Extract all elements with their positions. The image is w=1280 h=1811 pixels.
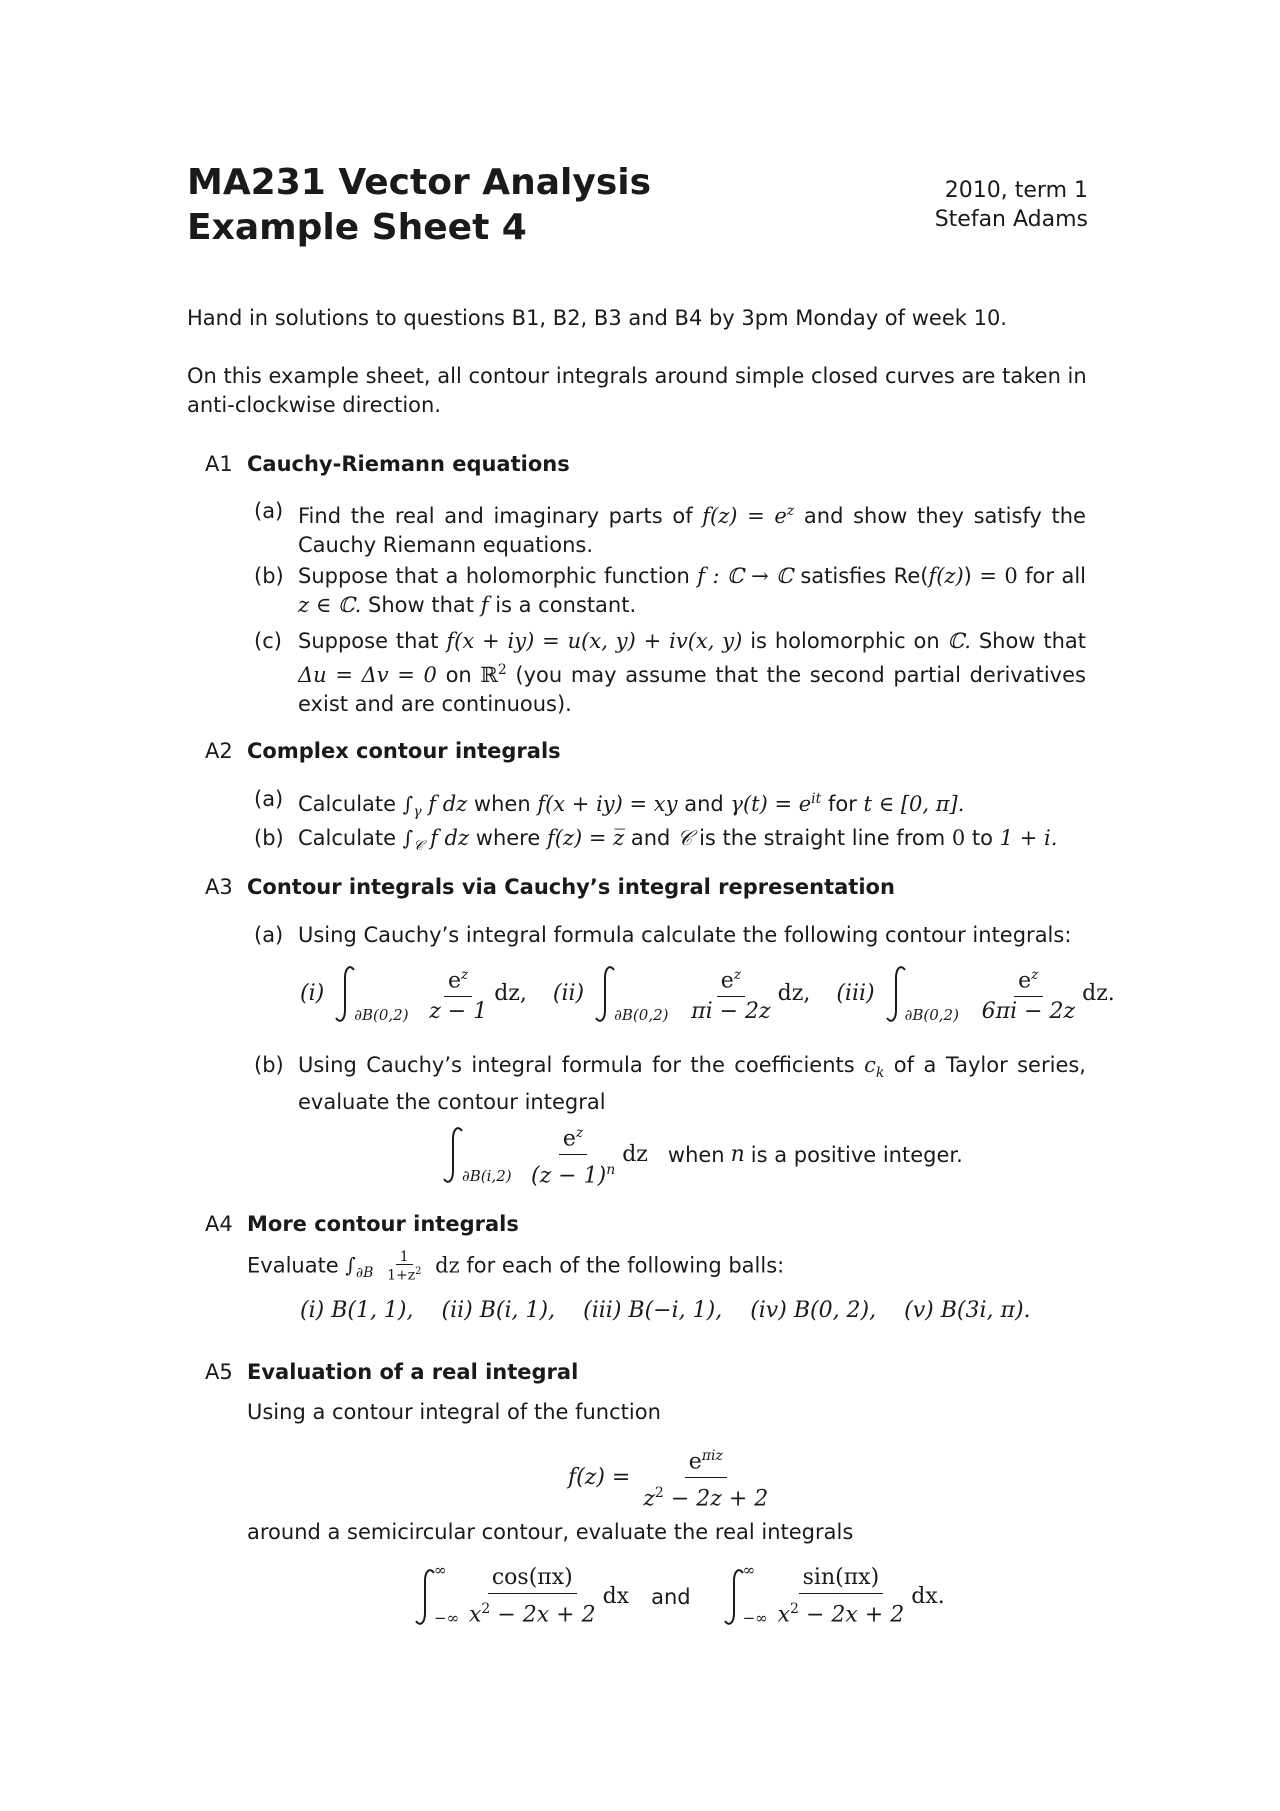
ball-item — [750, 1298, 876, 1323]
math: f(x + iy) = u(x, y) + iv(x, y) — [446, 629, 743, 653]
denominator-sup: 2 — [481, 1601, 491, 1617]
a3-part-a — [254, 921, 1086, 950]
integral-sub: ∂B — [355, 1265, 374, 1282]
integral-sign — [412, 1560, 460, 1627]
section-a3-heading — [205, 873, 895, 902]
differential: dz — [622, 1142, 648, 1168]
section-number: A1 — [205, 452, 233, 476]
part-label: (b) — [254, 564, 284, 588]
ball-label: (iii) — [583, 1298, 622, 1323]
text: and show they satisfy the Cauchy Riemann equations. — [298, 504, 1086, 557]
ball-value: B(3i, π). — [940, 1298, 1031, 1323]
ball-value: B(0, 2), — [793, 1298, 877, 1323]
fraction — [639, 1443, 772, 1513]
function-lhs: f(z) = — [568, 1465, 631, 1491]
math: z ∈ ℂ. — [298, 593, 362, 617]
fraction — [425, 962, 491, 1025]
ball-item — [300, 1298, 414, 1323]
ball-item — [442, 1298, 556, 1323]
integral-symbol: ∫ — [402, 826, 414, 850]
text: Calculate — [298, 792, 397, 816]
denominator: πi − 2z — [691, 999, 771, 1025]
numerator: e — [688, 1449, 702, 1475]
integral-sign — [345, 1253, 374, 1282]
title-line-2: Example Sheet 4 — [187, 207, 527, 248]
upper-limit: ∞ — [742, 1560, 756, 1579]
text: ) — [963, 564, 972, 588]
ball-value: B(−i, 1), — [628, 1298, 723, 1323]
ball-item — [904, 1298, 1030, 1323]
math-text: ℝ — [480, 663, 498, 687]
text: Show that — [368, 593, 475, 617]
a5-instruction — [247, 1398, 1079, 1427]
math — [864, 1053, 885, 1082]
fraction — [527, 1120, 619, 1190]
text: (you may assume that the second partial derivatives exist and are continuous). — [298, 663, 1086, 716]
text: to — [971, 826, 994, 850]
denominator: x — [469, 1602, 482, 1628]
a2-part-a — [254, 785, 1086, 827]
text: Show that — [978, 629, 1086, 653]
differential: dz, — [777, 981, 811, 1007]
fraction — [687, 962, 775, 1025]
math: Δu = Δv = 0 — [298, 663, 437, 687]
denominator: 1+z — [387, 1267, 416, 1284]
section-number: A3 — [205, 875, 233, 899]
numerator-sup: z — [461, 967, 469, 983]
numerator: e — [448, 968, 462, 994]
text: when — [473, 792, 531, 816]
section-a1-heading — [205, 450, 570, 479]
integral-domain: ∂B(0,2) — [614, 1005, 669, 1024]
math: f(x + iy) = xy — [537, 792, 678, 816]
math-sup: 2 — [497, 662, 507, 678]
hand-in-instructions: Hand in solutions to questions B1, B2, B3 and B4 by 3pm Monday of week 10. — [187, 306, 1007, 330]
integral-domain: ∂B(0,2) — [904, 1005, 959, 1024]
denominator-sup: 2 — [790, 1601, 799, 1617]
text: for — [827, 792, 857, 816]
integral-sub: 𝒞 — [413, 838, 424, 854]
a5-instruction-2 — [247, 1518, 1079, 1547]
denominator-sup: n — [606, 1162, 616, 1179]
section-a5-heading — [205, 1358, 578, 1387]
title-line-1: MA231 Vector Analysis — [187, 162, 652, 203]
denominator-rest: − 2z + 2 — [663, 1486, 769, 1512]
math-text: f(z) = e — [702, 504, 787, 528]
text: when — [667, 1142, 725, 1167]
text: Find the real and imaginary parts of — [298, 504, 693, 528]
math-text: γ(t) = e — [730, 792, 812, 816]
numerator: sin(πx) — [799, 1565, 884, 1594]
text: and — [651, 1584, 691, 1609]
denominator-sup: 2 — [415, 1266, 422, 1277]
upper-limit: ∞ — [434, 1560, 447, 1579]
math: ℂ. — [947, 629, 971, 653]
text: around a semicircular contour, evaluate the real integrals — [247, 1520, 854, 1544]
a5-function-display — [568, 1443, 775, 1513]
text: Using Cauchy’s integral formula for the coefficients — [298, 1053, 855, 1077]
numerator-sup: πiz — [701, 1448, 723, 1464]
integral-sign — [402, 826, 424, 854]
text: is the straight line from — [699, 826, 946, 850]
denominator: (z − 1) — [531, 1163, 607, 1189]
convention-note: On this example sheet, all contour integrals around simple closed curves are taken in anti-clockwise direction. — [187, 364, 1087, 417]
math: 𝒞 — [677, 826, 693, 850]
differential: dz, — [494, 981, 527, 1007]
fraction — [978, 962, 1080, 1025]
differential: dx — [602, 1584, 630, 1610]
text: Calculate — [298, 826, 397, 850]
text: Using Cauchy’s integral formula calculate the following contour integrals: — [298, 923, 1072, 947]
integral-sign — [721, 1560, 768, 1627]
math: 1 + i. — [999, 826, 1058, 850]
integral-symbol: ∫ — [402, 792, 414, 816]
a2-part-b — [254, 824, 1086, 861]
section-title: Contour integrals via Cauchy’s integral representation — [247, 875, 895, 899]
math: f dz — [430, 826, 470, 850]
a1-part-c — [254, 627, 1086, 719]
integral-sign — [332, 964, 409, 1024]
integral-label: (iii) — [836, 981, 875, 1007]
text: satisfies Re( — [800, 564, 929, 588]
year-term: 2010, term 1 — [944, 178, 1088, 203]
text: Evaluate — [247, 1253, 339, 1278]
numerator-sup: z — [733, 967, 742, 983]
text: and — [630, 826, 671, 850]
integral-domain: ∂B(0,2) — [354, 1005, 409, 1024]
math: f dz — [428, 792, 468, 816]
math: f(z) = z̅ — [546, 826, 625, 850]
ball-label: (iv) — [750, 1298, 787, 1323]
section-title: More contour integrals — [247, 1212, 519, 1236]
section-a4-heading — [205, 1210, 519, 1239]
math — [480, 663, 506, 687]
math-text: c — [864, 1053, 876, 1077]
math: = 0 — [979, 564, 1018, 588]
a5-real-integrals-display — [412, 1560, 945, 1628]
text: for all — [1025, 564, 1086, 588]
integral-sign — [402, 792, 422, 820]
text: of a Taylor series, evaluate the contour integral — [298, 1053, 1086, 1115]
header-meta — [935, 176, 1088, 234]
numerator-sup: z — [1031, 967, 1039, 983]
numerator: cos(πx) — [488, 1565, 577, 1594]
text: Suppose that — [298, 629, 439, 653]
denominator: z — [643, 1486, 655, 1512]
a3-part-b — [254, 1051, 1086, 1117]
fraction — [383, 1250, 425, 1283]
math: f : ℂ → ℂ — [697, 564, 793, 588]
denominator: 6πi − 2z — [981, 999, 1076, 1025]
integral-sign — [883, 964, 959, 1024]
section-title: Evaluation of a real integral — [247, 1360, 579, 1384]
math: t ∈ [0, π]. — [863, 792, 965, 816]
math-sup: it — [811, 791, 822, 807]
integral-label: (ii) — [552, 981, 585, 1007]
math: 0 — [951, 826, 966, 850]
differential: dz — [435, 1253, 460, 1278]
text: on — [445, 663, 472, 687]
text: is holomorphic on — [750, 629, 940, 653]
ball-value: B(1, 1), — [331, 1298, 414, 1323]
text: is a positive integer. — [750, 1142, 963, 1167]
denominator-rest: − 2x + 2 — [490, 1602, 596, 1628]
a3-integrals-display — [300, 962, 1115, 1025]
denominator-rest: − 2x + 2 — [798, 1602, 905, 1628]
text: is a constant. — [495, 593, 637, 617]
author: Stefan Adams — [934, 207, 1088, 232]
math: n — [730, 1142, 745, 1168]
section-number: A2 — [205, 739, 233, 763]
denominator: x — [777, 1602, 791, 1628]
part-label: (a) — [254, 499, 284, 523]
text: for each of the following balls: — [466, 1253, 785, 1278]
text: where — [475, 826, 541, 850]
denominator-sup: 2 — [654, 1485, 664, 1502]
section-number: A4 — [205, 1212, 233, 1236]
section-a2-heading — [205, 737, 561, 766]
a3b-integral-display — [440, 1120, 963, 1190]
integral-symbol: ∫ — [345, 1253, 356, 1278]
ball-item — [583, 1298, 722, 1323]
a4-balls-list — [300, 1298, 1031, 1323]
page-title — [187, 160, 651, 250]
a4-instruction — [247, 1250, 1079, 1288]
section-title: Complex contour integrals — [247, 739, 561, 763]
text: Using a contour integral of the function — [247, 1400, 661, 1424]
numerator: 1 — [396, 1250, 413, 1265]
numerator: e — [1018, 968, 1032, 994]
part-label: (b) — [254, 1053, 284, 1077]
math — [702, 504, 794, 528]
integral-label: (i) — [300, 981, 325, 1007]
numerator: e — [562, 1126, 576, 1152]
ball-label: (i) — [300, 1298, 325, 1323]
math: f — [480, 593, 489, 617]
text: Suppose that a holomorphic function — [298, 564, 690, 588]
a1-part-a — [254, 497, 1086, 560]
math-sub: k — [875, 1065, 885, 1082]
integral-sub: γ — [413, 804, 422, 820]
differential: dz. — [1082, 981, 1115, 1007]
part-label: (b) — [254, 826, 284, 850]
part-label: (a) — [254, 923, 284, 947]
math-sup: z — [786, 503, 795, 519]
text: and — [684, 792, 724, 816]
math — [730, 792, 821, 816]
lower-limit: −∞ — [742, 1608, 768, 1627]
integral-sign — [592, 964, 669, 1024]
ball-value: B(i, 1), — [479, 1298, 556, 1323]
integral-sign — [440, 1125, 512, 1185]
a1-part-b — [254, 562, 1086, 620]
fraction — [774, 1565, 909, 1628]
ball-label: (ii) — [441, 1298, 473, 1323]
ball-label: (v) — [904, 1298, 934, 1323]
fraction — [465, 1565, 600, 1628]
numerator-sup: z — [575, 1125, 584, 1141]
part-label: (a) — [254, 787, 284, 811]
math: f(z) — [928, 564, 964, 588]
section-number: A5 — [205, 1360, 233, 1384]
part-label: (c) — [254, 629, 282, 653]
integral-domain: ∂B(i,2) — [462, 1166, 512, 1185]
lower-limit: −∞ — [434, 1608, 460, 1627]
differential: dx. — [911, 1584, 945, 1610]
denominator: z − 1 — [429, 999, 488, 1025]
section-title: Cauchy-Riemann equations — [247, 452, 570, 476]
numerator: e — [720, 968, 734, 994]
